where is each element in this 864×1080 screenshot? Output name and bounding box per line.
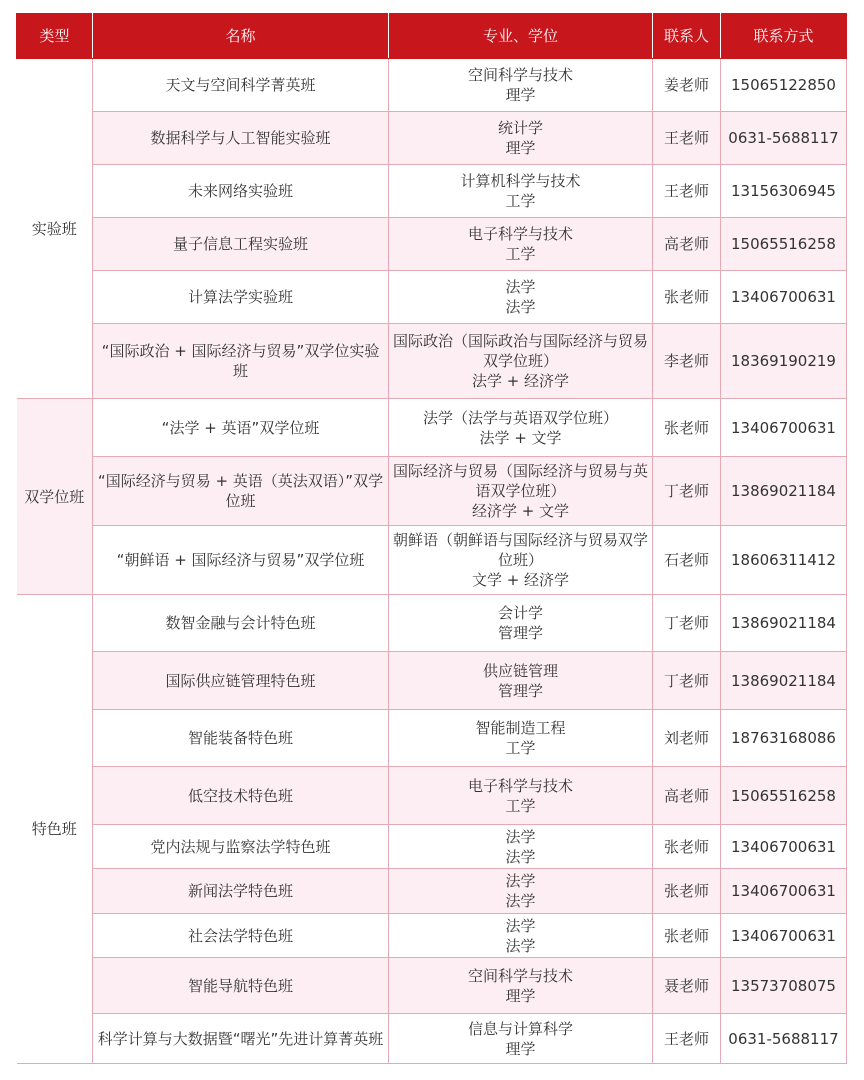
- program-name-cell: 科学计算与大数据暨“曙光”先进计算菁英班: [93, 1014, 389, 1064]
- phone-number-cell: 18763168086: [721, 710, 847, 767]
- major-degree-cell: [389, 869, 653, 914]
- program-table: [16, 13, 847, 1064]
- header-major: 专业、学位: [389, 14, 653, 59]
- header-contact: 联系人: [653, 14, 721, 59]
- phone-number-cell: 13869021184: [721, 457, 847, 526]
- program-name-cell: 社会法学特色班: [93, 914, 389, 958]
- table-row: [17, 1014, 847, 1064]
- contact-person-cell: 王老师: [653, 1014, 721, 1064]
- contact-person-cell: 姜老师: [653, 59, 721, 112]
- degree-text: 法学 + 文学: [479, 428, 562, 447]
- phone-number-cell: 13869021184: [721, 652, 847, 710]
- table-row: [17, 825, 847, 869]
- degree-text: 法学: [505, 892, 536, 910]
- major-text: 统计学: [497, 119, 543, 137]
- phone-number-cell: 15065516258: [721, 767, 847, 825]
- contact-person-cell: 高老师: [653, 767, 721, 825]
- major-text: 法学: [505, 916, 536, 935]
- phone-number-cell: 13406700631: [721, 825, 847, 869]
- contact-person-cell: 王老师: [653, 165, 721, 218]
- major-degree-cell: [389, 958, 653, 1014]
- phone-number-cell: 13406700631: [721, 869, 847, 914]
- program-name-cell: 智能导航特色班: [93, 958, 389, 1014]
- major-degree-cell: [389, 825, 653, 869]
- table-row: [17, 767, 847, 825]
- major-text: 智能制造工程: [475, 719, 566, 737]
- phone-number-cell: 0631-5688117: [721, 112, 847, 165]
- table-row: [17, 869, 847, 914]
- contact-person-cell: 刘老师: [653, 710, 721, 767]
- major-degree-cell: [389, 914, 653, 958]
- type-cell: 实验班: [17, 59, 93, 399]
- degree-text: 法学: [505, 936, 536, 955]
- program-name-cell: 新闻法学特色班: [93, 869, 389, 914]
- table-row: [17, 399, 847, 457]
- type-cell: 双学位班: [17, 399, 93, 595]
- contact-person-cell: 张老师: [653, 399, 721, 457]
- major-degree-cell: [389, 652, 653, 710]
- degree-text: 法学 + 经济学: [471, 372, 570, 390]
- program-name-cell: 低空技术特色班: [93, 767, 389, 825]
- table-body: [17, 59, 847, 1064]
- contact-person-cell: 王老师: [653, 112, 721, 165]
- phone-number-cell: 0631-5688117: [721, 1014, 847, 1064]
- program-name-cell: 党内法规与监察法学特色班: [93, 825, 389, 869]
- degree-text: 法学: [505, 847, 536, 866]
- major-text: 法学: [505, 278, 536, 296]
- major-text: 国际政治（国际政治与国际经济与贸易双学位班）: [392, 332, 648, 370]
- contact-person-cell: 张老师: [653, 825, 721, 869]
- degree-text: 理学: [505, 86, 536, 104]
- degree-text: 管理学: [497, 681, 543, 700]
- major-degree-cell: [389, 710, 653, 767]
- program-name-cell: 智能装备特色班: [93, 710, 389, 767]
- major-degree-cell: [389, 59, 653, 112]
- contact-person-cell: 石老师: [653, 526, 721, 595]
- phone-number-cell: 13573708075: [721, 958, 847, 1014]
- contact-person-cell: 张老师: [653, 914, 721, 958]
- major-degree-cell: [389, 1014, 653, 1064]
- major-degree-cell: [389, 526, 653, 595]
- program-name-cell: 未来网络实验班: [93, 165, 389, 218]
- degree-text: 法学: [505, 298, 536, 316]
- header-method: 联系方式: [721, 14, 847, 59]
- phone-number-cell: 13156306945: [721, 165, 847, 218]
- program-table-container: [16, 13, 846, 1064]
- phone-number-cell: 13406700631: [721, 271, 847, 324]
- contact-person-cell: 丁老师: [653, 457, 721, 526]
- degree-text: 工学: [505, 192, 536, 210]
- table-row: [17, 457, 847, 526]
- program-name-cell: 计算法学实验班: [93, 271, 389, 324]
- phone-number-cell: 18369190219: [721, 324, 847, 399]
- phone-number-cell: 15065122850: [721, 59, 847, 112]
- contact-person-cell: 李老师: [653, 324, 721, 399]
- phone-number-cell: 13869021184: [721, 595, 847, 652]
- table-header-row: [17, 14, 847, 59]
- major-degree-cell: [389, 112, 653, 165]
- degree-text: 工学: [505, 796, 536, 815]
- phone-number-cell: 18606311412: [721, 526, 847, 595]
- major-text: 法学: [505, 827, 536, 846]
- degree-text: 工学: [505, 739, 536, 757]
- contact-person-cell: 张老师: [653, 271, 721, 324]
- program-name-cell: “国际经济与贸易 + 英语（英法双语）”双学位班: [93, 457, 389, 526]
- major-text: 法学（法学与英语双学位班）: [422, 408, 618, 427]
- major-text: 朝鲜语（朝鲜语与国际经济与贸易双学位班）: [392, 531, 648, 569]
- program-name-cell: 数智金融与会计特色班: [93, 595, 389, 652]
- major-text: 会计学: [497, 604, 543, 622]
- degree-text: 工学: [505, 245, 536, 263]
- table-row: [17, 271, 847, 324]
- major-text: 信息与计算科学: [467, 1019, 573, 1038]
- degree-text: 理学: [505, 139, 536, 157]
- table-row: [17, 112, 847, 165]
- program-name-cell: 国际供应链管理特色班: [93, 652, 389, 710]
- header-type: 类型: [17, 14, 93, 59]
- degree-text: 理学: [505, 1039, 536, 1058]
- table-row: [17, 914, 847, 958]
- phone-number-cell: 13406700631: [721, 914, 847, 958]
- major-degree-cell: [389, 767, 653, 825]
- table-row: [17, 218, 847, 271]
- table-row: [17, 59, 847, 112]
- contact-person-cell: 聂老师: [653, 958, 721, 1014]
- program-name-cell: 天文与空间科学菁英班: [93, 59, 389, 112]
- major-text: 电子科学与技术: [467, 776, 573, 795]
- program-name-cell: “朝鲜语 + 国际经济与贸易”双学位班: [93, 526, 389, 595]
- degree-text: 经济学 + 文学: [471, 502, 570, 520]
- program-name-cell: “法学 + 英语”双学位班: [93, 399, 389, 457]
- major-degree-cell: [389, 218, 653, 271]
- major-degree-cell: [389, 457, 653, 526]
- program-name-cell: 数据科学与人工智能实验班: [93, 112, 389, 165]
- contact-person-cell: 张老师: [653, 869, 721, 914]
- phone-number-cell: 13406700631: [721, 399, 847, 457]
- table-row: [17, 526, 847, 595]
- table-row: [17, 595, 847, 652]
- type-cell: 特色班: [17, 595, 93, 1064]
- degree-text: 理学: [505, 986, 536, 1005]
- major-text: 法学: [505, 872, 536, 890]
- program-name-cell: 量子信息工程实验班: [93, 218, 389, 271]
- major-text: 空间科学与技术: [467, 66, 573, 84]
- major-text: 国际经济与贸易（国际经济与贸易与英语双学位班）: [392, 462, 648, 500]
- table-row: [17, 324, 847, 399]
- degree-text: 管理学: [497, 624, 543, 642]
- header-name: 名称: [93, 14, 389, 59]
- table-row: [17, 958, 847, 1014]
- major-degree-cell: [389, 324, 653, 399]
- major-text: 计算机科学与技术: [460, 172, 581, 190]
- contact-person-cell: 丁老师: [653, 595, 721, 652]
- phone-number-cell: 15065516258: [721, 218, 847, 271]
- program-name-cell: “国际政治 + 国际经济与贸易”双学位实验班: [93, 324, 389, 399]
- major-degree-cell: [389, 165, 653, 218]
- table-row: [17, 710, 847, 767]
- major-degree-cell: [389, 595, 653, 652]
- major-degree-cell: [389, 271, 653, 324]
- table-row: [17, 165, 847, 218]
- table-row: [17, 652, 847, 710]
- major-text: 电子科学与技术: [467, 225, 573, 243]
- major-degree-cell: [389, 399, 653, 457]
- major-text: 供应链管理: [482, 661, 558, 680]
- degree-text: 文学 + 经济学: [471, 571, 570, 589]
- major-text: 空间科学与技术: [467, 966, 573, 985]
- contact-person-cell: 丁老师: [653, 652, 721, 710]
- contact-person-cell: 高老师: [653, 218, 721, 271]
